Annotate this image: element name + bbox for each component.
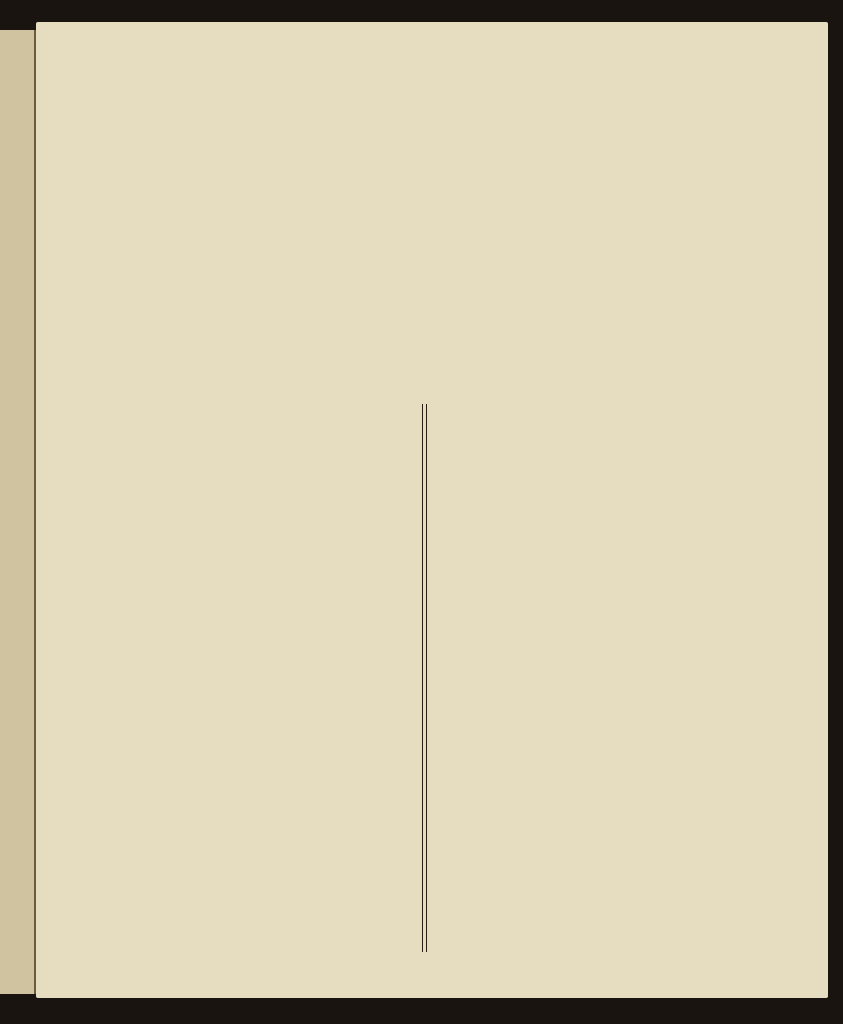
column-divider	[422, 404, 427, 952]
book-page	[36, 22, 828, 998]
facing-page-edge	[0, 30, 36, 994]
page-header	[36, 36, 806, 66]
